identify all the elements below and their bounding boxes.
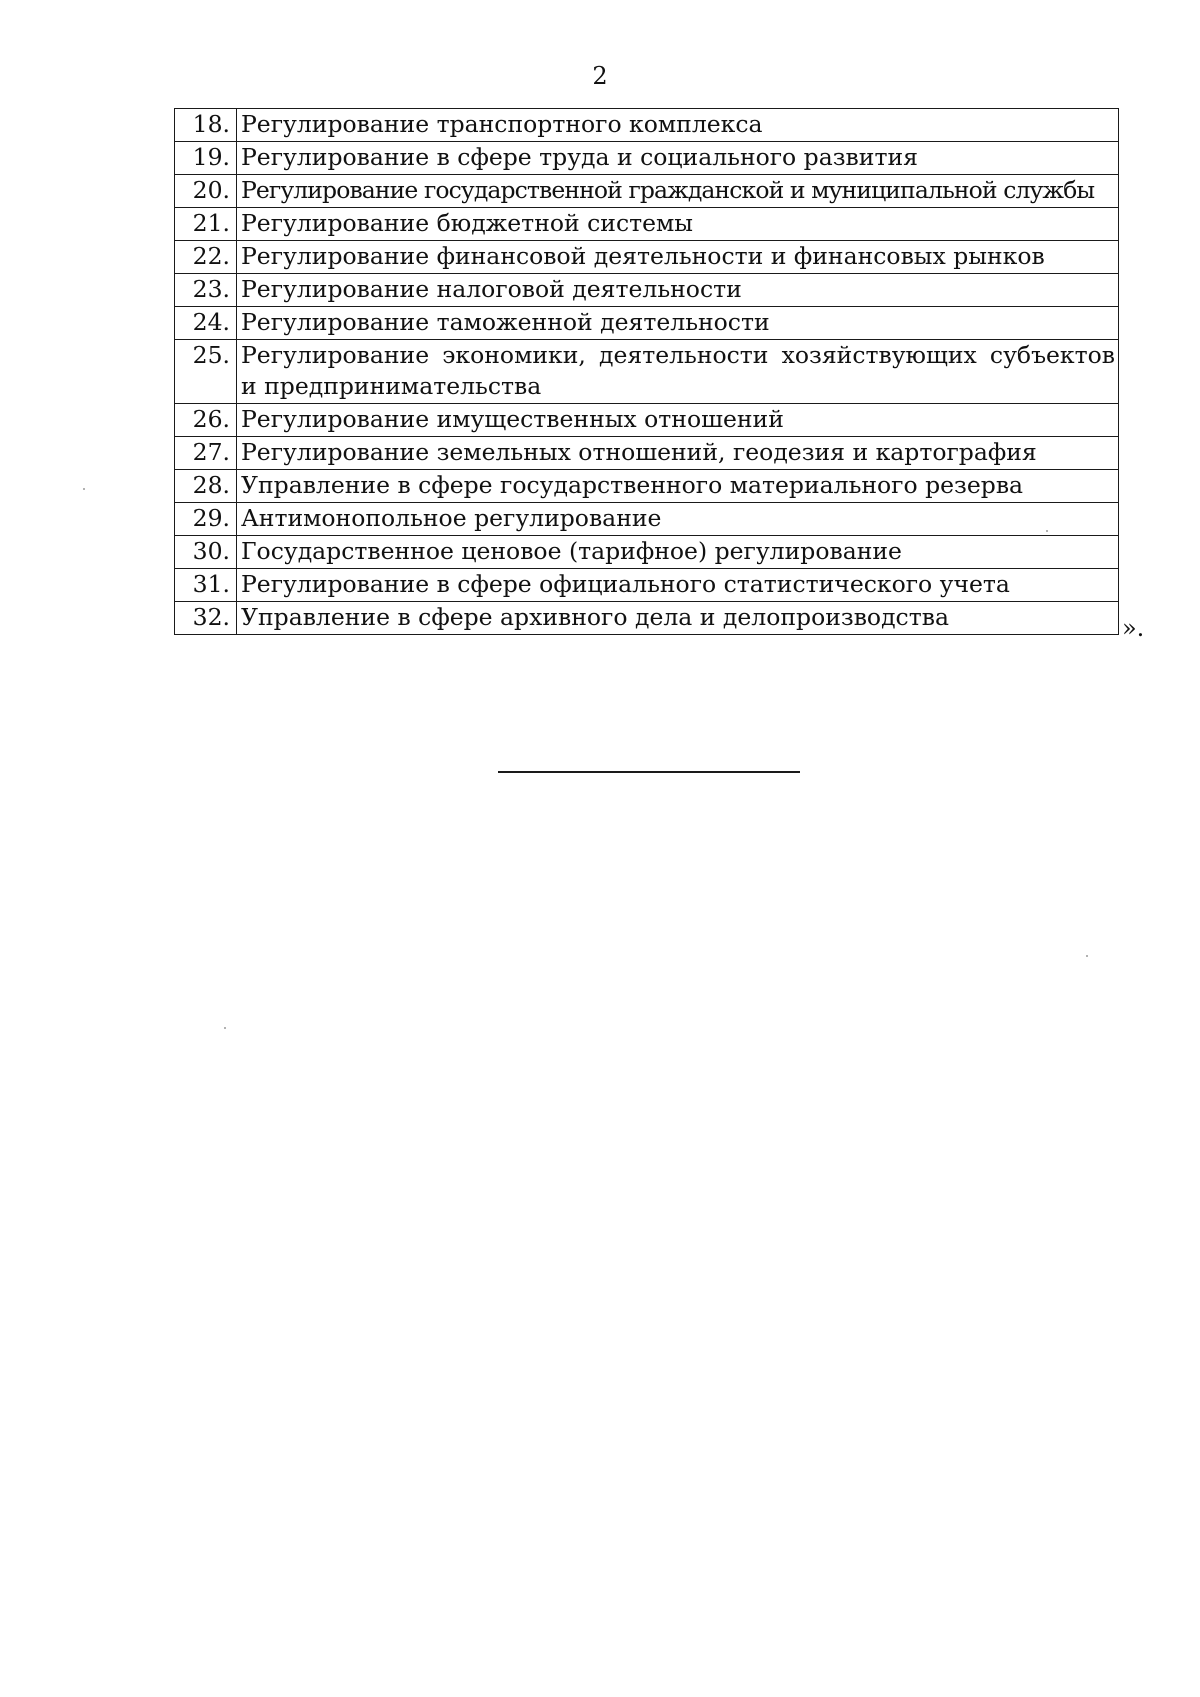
item-number: 30.	[175, 536, 237, 569]
item-text: Регулирование бюджетной системы	[237, 208, 1119, 241]
item-text: Регулирование земельных отношений, геодезия и картография	[237, 437, 1119, 470]
table-row	[175, 142, 1119, 175]
items-table	[174, 108, 1119, 635]
item-text: Регулирование экономики, деятельности хозяйствующих субъектов и предпринимательства	[237, 340, 1119, 404]
table-row	[175, 109, 1119, 142]
item-text: Регулирование финансовой деятельности и финансовых рынков	[237, 241, 1119, 274]
item-text: Регулирование налоговой деятельности	[237, 274, 1119, 307]
item-number: 18.	[175, 109, 237, 142]
item-text: Управление в сфере государственного материального резерва	[237, 470, 1119, 503]
item-number: 29.	[175, 503, 237, 536]
table-row	[175, 437, 1119, 470]
item-number: 32.	[175, 602, 237, 635]
table-row	[175, 307, 1119, 340]
table-row	[175, 340, 1119, 404]
closing-quote: ».	[1122, 614, 1145, 642]
item-number: 24.	[175, 307, 237, 340]
scan-speck	[1046, 530, 1048, 532]
item-number: 28.	[175, 470, 237, 503]
table-row	[175, 208, 1119, 241]
item-number: 27.	[175, 437, 237, 470]
scan-speck	[1086, 955, 1088, 957]
item-text: Регулирование в сфере труда и социального развития	[237, 142, 1119, 175]
item-text: Регулирование государственной гражданской и муниципальной службы	[237, 175, 1119, 208]
item-number: 26.	[175, 404, 237, 437]
table-row	[175, 241, 1119, 274]
item-text: Регулирование таможенной деятельности	[237, 307, 1119, 340]
end-rule	[498, 771, 800, 773]
scan-speck	[224, 1027, 226, 1029]
item-number: 31.	[175, 569, 237, 602]
table-row	[175, 470, 1119, 503]
item-number: 19.	[175, 142, 237, 175]
item-number: 22.	[175, 241, 237, 274]
page-number: 2	[592, 62, 608, 90]
scan-speck	[83, 488, 85, 490]
table-row	[175, 274, 1119, 307]
item-text: Регулирование транспортного комплекса	[237, 109, 1119, 142]
item-text: Управление в сфере архивного дела и делопроизводства	[237, 602, 1119, 635]
item-number: 20.	[175, 175, 237, 208]
table-row	[175, 536, 1119, 569]
item-text: Регулирование имущественных отношений	[237, 404, 1119, 437]
item-number: 25.	[175, 340, 237, 404]
table-row	[175, 602, 1119, 635]
item-number: 23.	[175, 274, 237, 307]
table-row	[175, 175, 1119, 208]
table-row	[175, 404, 1119, 437]
item-text: Регулирование в сфере официального статистического учета	[237, 569, 1119, 602]
item-number: 21.	[175, 208, 237, 241]
table-row	[175, 503, 1119, 536]
item-text: Государственное ценовое (тарифное) регулирование	[237, 536, 1119, 569]
item-text: Антимонопольное регулирование	[237, 503, 1119, 536]
table-row	[175, 569, 1119, 602]
